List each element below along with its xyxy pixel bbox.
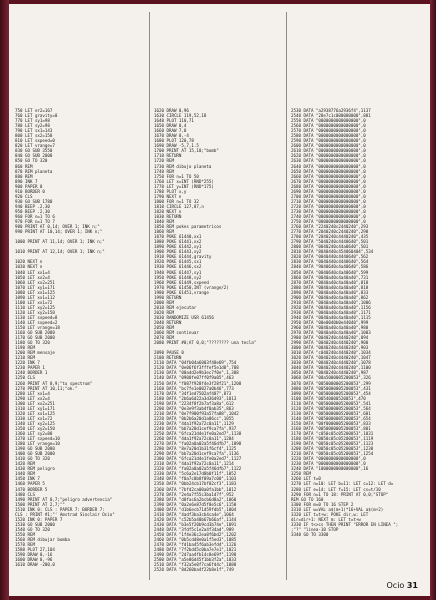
code-line: 2150 DATA "f087f928f4e3f28f21",1208: [154, 380, 242, 386]
code-line: 2490 DATA "2d7aa4fb14c8e69f",1198: [154, 552, 237, 558]
code-line: 750 LET er2=167: [15, 108, 53, 113]
code-line: 3100 DATA "00540000520053",470: [291, 395, 366, 401]
code-line: 2910 DATA "0040a40c4a40a40",1006: [291, 299, 371, 305]
code-line: 800 LET sx2=150: [15, 133, 53, 139]
code-line: CLS : PRINT #1;"' Amstrad Sinclair Ocio": [15, 511, 115, 517]
code-line: 1490 PRINT AT 0,7;"peligro advertencia": [15, 496, 113, 502]
code-line: 2850 DATA "0040640c4a40640",599: [291, 269, 369, 275]
code-line: 1280 LET xx1=4: [15, 390, 50, 396]
code-line: 1870 POKE 61440,xx1: [154, 234, 202, 240]
code-line: 910 BORDER 0: [15, 188, 45, 194]
code-line: 1080 LET xx1=125: [15, 289, 55, 295]
code-line: 1180 GO TO 320: [15, 340, 50, 346]
code-line: 1410 GO TO 320: [15, 456, 50, 462]
code-line: 3270 LET n=10: LET b=11: LET c=12: LET d=: [291, 481, 394, 487]
code-line: 1270 PRINT AT 10,11;"ok.": [15, 385, 78, 391]
code-line: 3040 DATA "0040240c4440240",1100: [291, 365, 371, 371]
code-line: 1050 LET xx2=4: [15, 274, 50, 280]
code-line: 2290 DATA "bb7a20d1cef9ca7fa",1136: [154, 451, 239, 457]
code-line: 1030 NEXT n: [15, 264, 43, 270]
code-line: 2030 RANDOMIZE USR 61456: [154, 314, 214, 320]
code-line: 2070 REM: [154, 335, 174, 341]
code-line: 2800 DATA "0040240c44a0640",501: [291, 244, 369, 250]
code-line: 840 GO SUB 2000: [15, 153, 53, 159]
code-line: 2340 DATA "f0a7c0b8f09a7c00",1103: [154, 476, 237, 482]
code-line: 3200 DATA "0050c05c05200053",1238: [291, 446, 374, 452]
page-footer: [387, 581, 419, 590]
code-line: 810 LET sxpeed=0: [15, 138, 55, 144]
code-line: 1040 LET xx1=4: [15, 269, 50, 275]
code-line: 1400 GO SUB 2000: [15, 451, 55, 457]
code-line: 2580 DATA "0000000000000000",0: [291, 133, 366, 139]
code-line: 2810 DATA "8040440c454060404",534: [291, 249, 374, 255]
code-line: 2080 PRINT #0;AT 0,0;"???????? una tecla": [154, 340, 257, 346]
code-line: 830 GO SUB 3550: [15, 148, 53, 154]
code-line: 2970 DATA "0040a40c4a40a40",1003: [291, 330, 371, 336]
code-line: 2000 REM: [154, 299, 174, 305]
code-line: 2110 DATA "04fb04a6003f48e69",754: [154, 360, 237, 366]
code-line: 3070 DATA "0050000005200053",299: [291, 380, 371, 386]
code-line: 2730 DATA "0000000000000000",0: [291, 208, 366, 214]
code-line: 2090 PAUSE 0: [154, 350, 184, 356]
code-line: 3230 DATA "0000000000000000",0: [291, 461, 366, 467]
code-line: 2750 DATA "0000000000000000",0: [291, 219, 366, 225]
code-line: 3340 GO TO 3300: [291, 531, 329, 537]
binding-gutter-left: [0, 0, 9, 600]
code-line: 2790 DATA "5040240c4440640",501: [291, 239, 369, 245]
code-line: 1580 PLOT 27,104: [15, 547, 55, 553]
code-line: 880 REM: [15, 173, 33, 179]
code-line: 960 FOR n=1 TO 6: [15, 213, 55, 219]
code-line: 2500 DATA "a5e86d45f1bb3f2a",1033: [154, 557, 237, 563]
code-line: 2310 DATA "4da1f92a72c0a11",1214: [154, 461, 234, 467]
code-line: 1060 LET xx2=251: [15, 279, 55, 285]
code-line: 1730 REM dibujo planeta: [154, 163, 212, 169]
code-line: 2270 DATA "fa02a0a02a5f46dfb7",1098: [154, 441, 242, 447]
code-line: 1130 LET sxpeed=8: [15, 314, 58, 320]
code-line: 1330 LET xx1=72: [15, 415, 53, 421]
code-line: 1950 POKE 61448,sy2: [154, 274, 202, 280]
code-line: 3140 DATA "0050000005200053",654: [291, 415, 371, 421]
code-line: 1630 CIRCLE 119,52,18: [154, 113, 207, 119]
code-line: 2350 DATA "0bb24cb17bf02cf3",1183: [154, 481, 237, 487]
code-line: 2040 RETURN: [154, 319, 182, 325]
code-line: 2510 DATA "f32a5e0f7ca6fd4c",1088: [154, 562, 237, 568]
code-line: 2410 DATA "4adf3ba3cb4ca4e",1064: [154, 511, 234, 517]
code-line: 1540 GO TO 320: [15, 526, 50, 532]
code-line: 2570 DATA "0000000000000000",0: [291, 128, 366, 134]
code-line: 2260 DATA "4da1f92a72c0a11",1204: [154, 436, 234, 442]
code-line: 3030 DATA "0040240c4440240",1078: [291, 360, 371, 366]
code-line: 1920 POKE 61445,sx1: [154, 259, 202, 265]
code-line: 2210 DATA "0e7f900f93a57fa88",1042: [154, 410, 239, 416]
code-line: 2690 DATA "0000000000000000",0: [291, 188, 366, 194]
code-line: 1500 PRINT AT 2,7;"": [15, 501, 65, 507]
code-line: REM GO TO 160: [291, 496, 324, 502]
code-line: 1770 LET y=INT (RND*175): [154, 183, 214, 189]
code-line: 1750 FOR n=1 TO 50: [154, 173, 199, 179]
code-line: 2370 DATA "2e4a7f55c3ba1d7f",952: [154, 491, 234, 497]
code-line: 1680 PLOT 120,78: [154, 138, 194, 144]
code-line: 1450 INK 7: [15, 476, 40, 482]
code-line: 2390 DATA "0a2e6e87d5f8e5c6",1150: [154, 501, 237, 507]
code-line: 2520 DATA "8d260ba4f22b8e1f",749: [154, 567, 234, 573]
code-line: 1990 RETURN: [154, 294, 182, 300]
code-line: 2280 DATA "8e7a20d1b31f6cf4",1125: [154, 446, 237, 452]
code-line: 770 LET sy1=98: [15, 118, 50, 124]
code-line: 940 BEEP .2,30: [15, 203, 50, 209]
code-line: 2200 DATA "0e3e9f3ab4f0ab35",863: [154, 405, 234, 411]
code-line: 3090 DATA "0050000005200053",454: [291, 390, 371, 396]
code-line: 2610 DATA "0000000000000000",0: [291, 148, 366, 154]
code-line: 1150 LET vrange=18: [15, 325, 60, 331]
code-line: 2600 DATA "0000000000000000",0: [291, 143, 366, 149]
code-line: 1300 LET xx2=251: [15, 400, 55, 406]
code-line: 1860 REM: [154, 229, 174, 235]
code-line: 850 GO TO 320: [15, 158, 48, 164]
code-line: 1440 REM: [15, 471, 35, 477]
code-line: 2900 DATA "0040a40c4a40a40",862: [291, 294, 369, 300]
code-line: 1260 PRINT AT 0,9;"tu spectrum": [15, 380, 93, 386]
code-line: 2590 DATA "0000000000000000",0: [291, 138, 366, 144]
code-line: 2230 DATA "4da1f92a72c0a11",1129: [154, 420, 234, 426]
code-line: 2420 DATA "c52b5a40b67b66af",1144: [154, 516, 237, 522]
code-line: 1160 GO SUB 2080: [15, 330, 55, 336]
code-line: 1610 DRAW -200,0: [15, 562, 55, 568]
code-line: 3050 DATA "0040240c4440240",987: [291, 370, 369, 376]
code-line: 1520 INK 0: PAPER 7: [15, 516, 63, 522]
code-line: 2620 DATA "0000000000000000",0: [291, 153, 366, 159]
code-line: 1340 LET xy2=125: [15, 420, 55, 426]
code-line: 1640 PLOT 110,71: [154, 118, 194, 124]
code-line: 1980 POKE 61451,vrange: [154, 289, 209, 295]
code-line: 1290 LET xx2=4: [15, 395, 50, 401]
code-line: 2880 DATA "0040a40c4a40a40",818: [291, 284, 369, 290]
code-line: 3020 DATA "0040240c4440240",1047: [291, 355, 371, 361]
code-line: 1660 DRAW 7,0: [154, 128, 187, 134]
code-line: 1710 RETURN: [154, 153, 182, 159]
code-line: 1910 POKE 61444,gravity: [154, 254, 212, 260]
code-line: 1800 FOR n=1 TO 32: [154, 198, 199, 204]
code-line: 2380 DATA "d0fac6a2bcb6d8a2",1060: [154, 496, 237, 502]
code-line: 1720 REM: [154, 158, 174, 164]
code-line: 2710 DATA "0000000000000000",0: [291, 198, 366, 204]
code-line: 1940 POKE 61447,sy1: [154, 269, 202, 275]
code-line: 1890 POKE 61442,xy1: [154, 244, 202, 250]
code-line: 2540 DATA "28e7c1c000000000",881: [291, 113, 371, 119]
code-line: 1900 POKE 61443,xy2: [154, 249, 202, 255]
code-line: 3110 DATA "0050000005200053",541: [291, 400, 371, 406]
code-line: 2300 DATA "6fca21d4e1fe0a2ed7",1127: [154, 456, 242, 462]
magazine-name: Ocio: [386, 581, 405, 590]
code-line: 950 BEEP .2,30: [15, 208, 50, 214]
code-line: 820 LET vrange=7: [15, 143, 55, 149]
code-line: 1960 POKE 61449,sxpeed: [154, 279, 209, 285]
code-line: 2460 DATA "0b5cdd8e0a1f5ed3",1085: [154, 536, 237, 542]
code-line: 1460 PAPER 5: [15, 481, 45, 487]
code-line: 3250 REM: [291, 471, 311, 477]
code-line: 2680 DATA "0000000000000000",0: [291, 183, 366, 189]
code-line: 1700 PRINT AT 15,10;"bomb": [154, 148, 219, 154]
code-line: 980 PRINT AT 0,14; OVER 1; INK n;": [15, 224, 100, 230]
code-line: 2720 DATA "0000000000000000",0: [291, 203, 366, 209]
code-line: 2830 DATA "0040440c4440640",564: [291, 259, 369, 265]
code-line: 1210 REM: [15, 355, 35, 361]
code-line: 3210 DATA "0050c05c05200053",1254: [291, 451, 374, 457]
code-line: 2980 DATA "0040240c4440240",894: [291, 335, 369, 341]
code-line: 2920 DATA "0040a40c4a40a40",1156: [291, 304, 371, 310]
code-line: 2770 DATA "2040240c2440240",290: [291, 229, 369, 235]
code-line: 2820 DATA "0040440c4440640",562: [291, 254, 369, 260]
code-line: 3180 DATA "0050c05c05200053",1119: [291, 436, 374, 442]
code-line: 1670 DRAW 0,-4: [154, 133, 189, 139]
code-line: 2550 DATA "0000000000000000",0: [291, 118, 366, 124]
code-line: 3160 DATA "0050000005200053",801: [291, 425, 371, 431]
code-line: 3120 DATA "0050000005200053",564: [291, 405, 371, 411]
code-line: 780 LET sy2=98: [15, 123, 50, 129]
code-line: 1810 CIRCLE 127,87,n: [154, 203, 204, 209]
code-line: 3240 DATA "1000000000000000",16: [291, 466, 369, 472]
code-line: 1200 REM mensaje: [15, 350, 55, 356]
code-line: 2840 DATA "9040640c4a40640",586: [291, 264, 369, 270]
code-line: 860 REM: [15, 163, 33, 169]
code-line: 1550 REM: [15, 531, 35, 537]
code-line: 2320 DATA "fa02a0a02a5f46dfb7",1122: [154, 466, 242, 472]
code-line: 2430 DATA "b3e5f20b9cd3b74e",1091: [154, 521, 237, 527]
code-line: 1100 LET xx1=72: [15, 299, 53, 305]
code-line: 2860 DATA "0040a40c4a40a40",731: [291, 274, 369, 280]
code-line: 2870 DATA "0040a40c4a40a40",818: [291, 279, 369, 285]
code-line: 1510 INK 0: CLS : PAPER 7: BORDER 7:: [15, 506, 105, 512]
code-line: 2060 REM continuar: [154, 330, 199, 336]
code-line: 2560 DATA "0000000000000000",0: [291, 123, 366, 129]
code-line: 2990 DATA "0040240c4440240",900: [291, 340, 369, 346]
code-line: ;"?" "linea-10 STOP: [291, 526, 339, 532]
code-line: 1170 GO SUB 2000: [15, 335, 55, 341]
code-line: 2140 DATA "0900fe07ff0f9a05",463: [154, 375, 234, 381]
code-line: 2010 REM ejecutar: [154, 304, 197, 310]
code-line: 1310 LET xy1=171: [15, 405, 55, 411]
code-line: 3290 FOR n=1 TO 18: PRINT AT 0,0;"STOP": [291, 491, 391, 497]
page-number: 31: [406, 581, 418, 590]
code-line: 2470 DATA "fd1ba45f6ab3efd4",1126: [154, 542, 237, 548]
code-line: 1820 NEXT n: [154, 208, 182, 214]
code-line: 3170 DATA "c050c05c05200053",1031: [291, 431, 374, 436]
code-line: 1480 CLS: [15, 491, 35, 497]
code-line: 1250 CLS: [15, 375, 35, 381]
code-line: 990 PRINT AT 10,14; OVER 1; INK n;": [15, 229, 103, 235]
code-line: 1570 REM: [15, 542, 35, 548]
code-line: 2440 DATA "3fdf5c1e2a4f34ad",989: [154, 526, 234, 532]
column-divider: [286, 12, 287, 580]
code-line: 1830 RETURN: [154, 213, 182, 219]
code-line: 2660 DATA "0000000000000000",0: [291, 173, 366, 179]
code-line: 1790 NEXT n: [154, 193, 182, 199]
code-line: 1140 LET sxpeed=2: [15, 319, 58, 325]
code-line: 3300 FOR m=0 TO 16 STEP 2: [291, 501, 354, 507]
code-line: 1780 PLOT x,y: [154, 188, 187, 194]
code-line: 3310 LET w=VAL a$(m+1)*16+VAL a$(m+2): [291, 506, 384, 512]
code-line: 2650 DATA "0000000000000000",0: [291, 168, 366, 174]
magazine-page: [9, 4, 430, 596]
code-line: 2530 DATA "a2938776a2936f4",1137: [291, 108, 371, 113]
code-line: 2950 DATA "00e0040b0e44040",999: [291, 319, 369, 325]
code-line: 2220 DATA "0b2b6a20d1a86cc",1055: [154, 415, 234, 421]
listing-column-3: [291, 108, 416, 537]
code-line: 2670 DATA "0000000000000000",0: [291, 178, 366, 184]
code-line: 3220 DATA "0000000000000000",0: [291, 456, 366, 462]
code-line: 2360 DATA "7bfd2ca00a0fa1bb",1012: [154, 486, 237, 492]
listing-column-2: [154, 108, 279, 572]
code-line: 790 LET sx1=143: [15, 128, 53, 134]
code-line: 3060 DATA "00a5000005200053",326: [291, 375, 371, 381]
code-line: 1320 LET xx1=125: [15, 410, 55, 416]
code-line: 1370 LET sxpeed=10: [15, 436, 60, 442]
code-line: 1590 DRAW 0,-16: [15, 552, 53, 558]
code-line: 970 FOR n=1 TO 7: [15, 219, 55, 225]
code-line: 2630 DATA "0000000000000000",0: [291, 158, 366, 164]
code-line: 2190 DATA "2234f8f2b7af3a8a",612: [154, 400, 234, 406]
code-line: 1350 LET xy2=150: [15, 425, 55, 431]
code-line: 3000 DATA "0040240c4440240",903: [291, 345, 369, 351]
code-line: dir=dir+1: NEXT m: LET t=t+w: [291, 516, 361, 522]
code-line: 1530 GO SUB 2000: [15, 521, 55, 527]
code-line: 2890 DATA "0040a40c4a40a40",833: [291, 289, 369, 295]
code-line: 3130 DATA "0050000005200053",601: [291, 410, 371, 416]
code-line: 2640 DATA "0000000000000000",0: [291, 163, 366, 169]
code-line: 760 LET gravity=0: [15, 113, 58, 119]
code-line: 1840 REM: [154, 219, 174, 225]
code-line: 1230 PAPER 1: [15, 365, 45, 371]
column-divider: [149, 12, 150, 580]
code-line: 2160 DATA "bc7fe1e0027a0b46",773: [154, 385, 234, 391]
code-line: 3080 DATA "0050000005200053",431: [291, 385, 371, 391]
code-line: 1930 POKE 61446,sx2: [154, 264, 202, 270]
code-line: 1110 LET xy2=125: [15, 304, 55, 310]
code-line: 1380 LET vrange=10: [15, 441, 60, 447]
code-line: 1760 LET x=INT (RND*255): [154, 178, 214, 184]
code-line: 1240 BORDER 1: [15, 370, 48, 376]
code-line: 1000 PRINT AT 11,14; OVER 1; INK n;": [15, 239, 105, 245]
code-line: 1420 REM: [15, 461, 35, 467]
code-line: 1650 DRAW 0,4: [154, 123, 187, 129]
code-line: 1620 DRAW 0,96: [154, 108, 189, 113]
code-line: 2020 REM: [154, 309, 174, 315]
code-line: 1880 POKE 61441,xx2: [154, 239, 202, 245]
code-line: 2480 DATA "7f2bd45c0ba7e7e1",1021: [154, 547, 237, 553]
code-line: 2940 DATA "0040a40c4a40a40",1115: [291, 314, 371, 320]
code-line: 2450 DATA "1f4e36c2ea8f6bd2",1202: [154, 531, 237, 537]
code-line: 1090 LET xx1=112: [15, 294, 55, 300]
code-line: 1190 REM: [15, 345, 35, 351]
code-line: 2180 DATA "2b6a6d22a3d36d93",1013: [154, 395, 237, 401]
code-line: 3150 DATA "00f0000005200053",833: [291, 420, 371, 426]
code-line: 3010 DATA "c040240c4440240",1034: [291, 350, 371, 356]
code-line: 1470 BORDER 5: [15, 486, 48, 492]
code-line: 1690 DRAW -5,7,1.5: [154, 143, 199, 149]
code-line: 2960 DATA "0040a40c4a40a40",980: [291, 325, 369, 331]
code-line: 1600 DRAW 0,-96: [15, 557, 53, 563]
code-line: 3320 LET t=t+w: POKE dir,w: LET: [291, 511, 369, 517]
code-line: 2120 DATA "0e06f6f3fffef5e1d8",788: [154, 365, 239, 371]
code-line: 1360 LET sy2=80: [15, 431, 53, 436]
code-line: 1020 NEXT n: [15, 259, 43, 265]
code-line: 2930 DATA "0040a40c4a40a40",1171: [291, 309, 371, 315]
code-line: 900 PAPER 0: [15, 183, 43, 189]
code-line: 2240 DATA "bb7a20d1cef9ca7fa",937: [154, 425, 237, 431]
code-line: 3280 LET e=14: LET f=15: LET cs=t/10: [291, 486, 381, 492]
code-line: 2100 RETURN: [154, 355, 182, 361]
code-line: 1430 REM peligro: [15, 466, 55, 472]
code-line: 2760 DATA "2240240c2440240",293: [291, 224, 369, 230]
code-line: 890 INK 7: [15, 178, 38, 184]
code-line: 1850 REM pokes parametricos: [154, 224, 222, 230]
code-line: 870 REM planeta: [15, 168, 53, 174]
code-line: 1970 POKE 61450,INT (vrange/2): [154, 284, 229, 290]
code-line: 2400 DATA "d1b6ecb71d59fdb5",1004: [154, 506, 237, 512]
code-line: 1120 LET xy2=150: [15, 309, 55, 315]
code-line: 2130 DATA "00a4d2e9b3ec7f0e",1,388: [154, 370, 239, 376]
code-line: 1070 LET xy1=171: [15, 284, 55, 290]
code-line: 1560 REM dibujar bomba: [15, 536, 70, 542]
listing-column-1: [15, 108, 140, 567]
code-line: 3190 DATA "0050c05c05200053",1123: [291, 441, 374, 447]
code-line: 1220 INK 7: [15, 360, 40, 366]
code-line: 2740 DATA "0000000000000000",0: [291, 213, 366, 219]
code-line: 2050 REM: [154, 325, 174, 331]
binding-gutter-right: [430, 0, 436, 600]
code-line: 1740 REM: [154, 168, 174, 174]
code-line: 2780 DATA "2040240c4440240",435: [291, 234, 369, 240]
code-line: 920 CLS: [15, 193, 33, 199]
code-line: 930 GO SUB 1780: [15, 198, 53, 204]
code-line: 2170 DATA "34f1ed7502af487",873: [154, 390, 232, 396]
code-line: 1010 PRINT AT 12,14; OVER 1; INK n;": [15, 249, 105, 255]
code-line: 2700 DATA "0000000000000000",0: [291, 193, 366, 199]
code-line: 3260 LET t=0: [291, 476, 321, 482]
code-line: 3330 IF t<>cs THEN PRINT "ERROR EN LINEA ";: [291, 521, 399, 527]
code-line: 2330 DATA "5c6a2e17d8b0f11f",1052: [154, 471, 237, 477]
code-line: 1390 GO SUB 2080: [15, 446, 55, 452]
code-line: 2250 DATA "6fca21d4e1fe0a2ed7",1138: [154, 431, 242, 436]
